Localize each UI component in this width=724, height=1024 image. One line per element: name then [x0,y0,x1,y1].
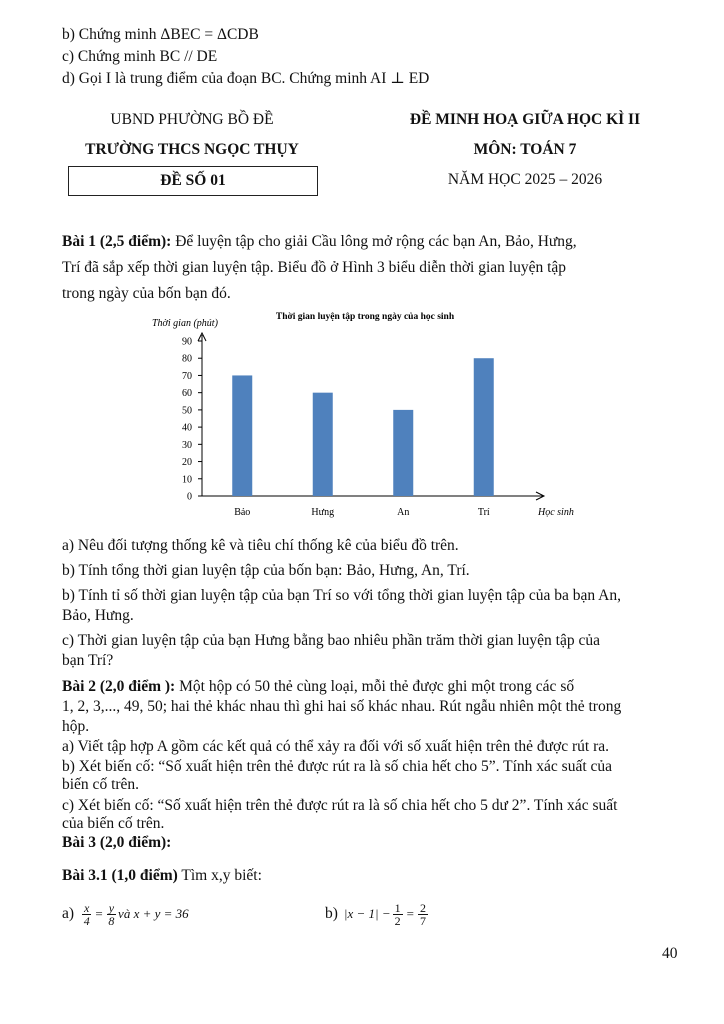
frac-den: 7 [419,913,426,928]
exam-title: ĐỀ MINH HOẠ GIỮA HỌC KÌ II [409,111,641,128]
bai2-text-3: hộp. [62,718,90,735]
school-name: TRƯỜNG THCS NGỌC THỤY [85,141,299,158]
org-line: UBND PHƯỜNG BỒ ĐỀ [110,111,274,128]
math-b-abs: |x − 1| − [343,906,391,921]
frac-num: 1 [394,900,401,915]
x-tick-label: Hưng [311,507,335,518]
fraction-1-2 [393,902,403,927]
bai1-intro-3: trong ngày của bốn bạn đó. [62,285,231,302]
bai2-text-2: 1, 2, 3,..., 49, 50; hai thẻ khác nhau thì ghi hai số khác nhau. Rút ngẫu nhiên một thẻ trong [62,698,622,715]
exam-code-box [68,166,318,196]
y-tick-label: 0 [187,491,192,503]
math-b [325,896,430,932]
chart-xlabel: Học sinh [538,507,574,518]
bar-0 [232,375,252,496]
chart-bars [232,358,494,496]
bai1-q-c-2: bạn Trí? [62,652,114,669]
bai3-1-line [62,866,262,886]
fraction-y-8 [107,902,116,927]
bar-chart [140,300,600,530]
exam-year: NĂM HỌC 2025 – 2026 [447,171,603,188]
y-tick-label: 40 [182,422,192,434]
frac-den: 8 [108,913,115,928]
x-tick-label: An [397,507,410,518]
page-number: 40 [662,945,678,962]
bai1-q-c-1: c) Thời gian luyện tập của bạn Hưng bằng bao nhiêu phần trăm thời gian luyện tập của [62,632,601,649]
bai2-q-a: a) Viết tập hợp A gồm các kết quả có thể xảy ra đối với số xuất hiện trên thẻ được rút ra. [62,738,609,755]
y-tick-label: 90 [182,336,192,348]
y-tick-label: 50 [182,405,192,417]
bai1-q-b2-1: b) Tính tỉ số thời gian luyện tập của bạn Trí so với tổng thời gian luyện tập của ba bạn An, [62,587,621,604]
x-tick-label: Trí [477,507,490,518]
x-tick-label: Bảo [234,507,251,518]
math-a [62,896,189,932]
chart-yticks [182,337,202,503]
bar-3 [474,358,494,496]
y-tick-label: 70 [182,370,192,382]
bai2-q-b-2: biến cố trên. [62,776,140,793]
bai1-intro-1: Để luyện tập cho giải Cầu lông mở rộng các bạn An, Bảo, Hưng, [171,233,577,250]
bai2-q-c-1: c) Xét biến cố: “Số xuất hiện trên thẻ được rút ra là số chia hết cho 5 dư 2”. Tính xác suất [62,797,618,814]
bai1-q-b2-2: Bảo, Hưng. [62,607,134,624]
frac-den: 4 [83,913,90,928]
bai2-q-c-2: của biến cố trên. [62,815,165,832]
frac-num: y [108,900,115,915]
item-d: d) Gọi I là trung điểm của đoạn BC. Chứng minh AI ⊥ ED [62,70,430,87]
exam-subject: MÔN: TOÁN 7 [473,141,577,158]
y-tick-label: 60 [182,388,192,400]
chart-title: Thời gian luyện tập trong ngày của học sinh [275,312,455,322]
y-tick-label: 30 [182,439,192,451]
bai1-q-b1: b) Tính tổng thời gian luyện tập của bốn bạn: Bảo, Hưng, An, Trí. [62,562,470,579]
bai3-1-text: Tìm x,y biết: [177,867,262,884]
math-a-label: a) [62,905,75,922]
frac-num: 2 [419,900,426,915]
bai1-heading: Bài 1 (2,5 điểm): [62,233,172,250]
bar-1 [313,393,333,496]
item-b: b) Chứng minh ΔBEC = ΔCDB [62,26,259,43]
bai1-line1 [62,232,577,252]
chart-xticks [234,507,490,518]
equals-sign: = [95,906,103,921]
frac-den: 2 [394,913,401,928]
frac-num: x [84,900,90,915]
bai2-line1 [62,677,574,697]
exam-code: ĐỀ SỐ 01 [160,172,226,189]
item-c: c) Chứng minh BC // DE [62,48,218,65]
fraction-x-4 [82,902,91,927]
math-b-label: b) [325,905,338,922]
bai1-q-a: a) Nêu đối tượng thống kê và tiêu chí thống kê của biểu đồ trên. [62,537,459,554]
math-a-rest: và x + y = 36 [118,906,189,921]
bai2-text-1: Một hộp có 50 thẻ cùng loại, mỗi thẻ được ghi một trong các số [175,678,575,695]
y-tick-label: 80 [182,353,192,365]
y-tick-label: 20 [182,457,192,469]
bai2-q-b-1: b) Xét biến cố: “Số xuất hiện trên thẻ được rút ra là số chia hết cho 5”. Tính xác suất của [62,758,613,775]
bai2-heading: Bài 2 (2,0 điểm ): [62,678,176,695]
equals-sign: = [406,906,414,921]
fraction-2-7 [418,902,428,927]
bar-2 [393,410,413,496]
bai3-1-heading: Bài 3.1 (1,0 điểm) [62,867,178,884]
bai1-intro-2: Trí đã sắp xếp thời gian luyện tập. Biểu đồ ở Hình 3 biểu diễn thời gian luyện tập [62,259,567,276]
y-tick-label: 10 [182,474,192,486]
bai3-heading: Bài 3 (2,0 điểm): [62,834,172,851]
chart-ylabel: Thời gian (phút) [152,318,218,329]
